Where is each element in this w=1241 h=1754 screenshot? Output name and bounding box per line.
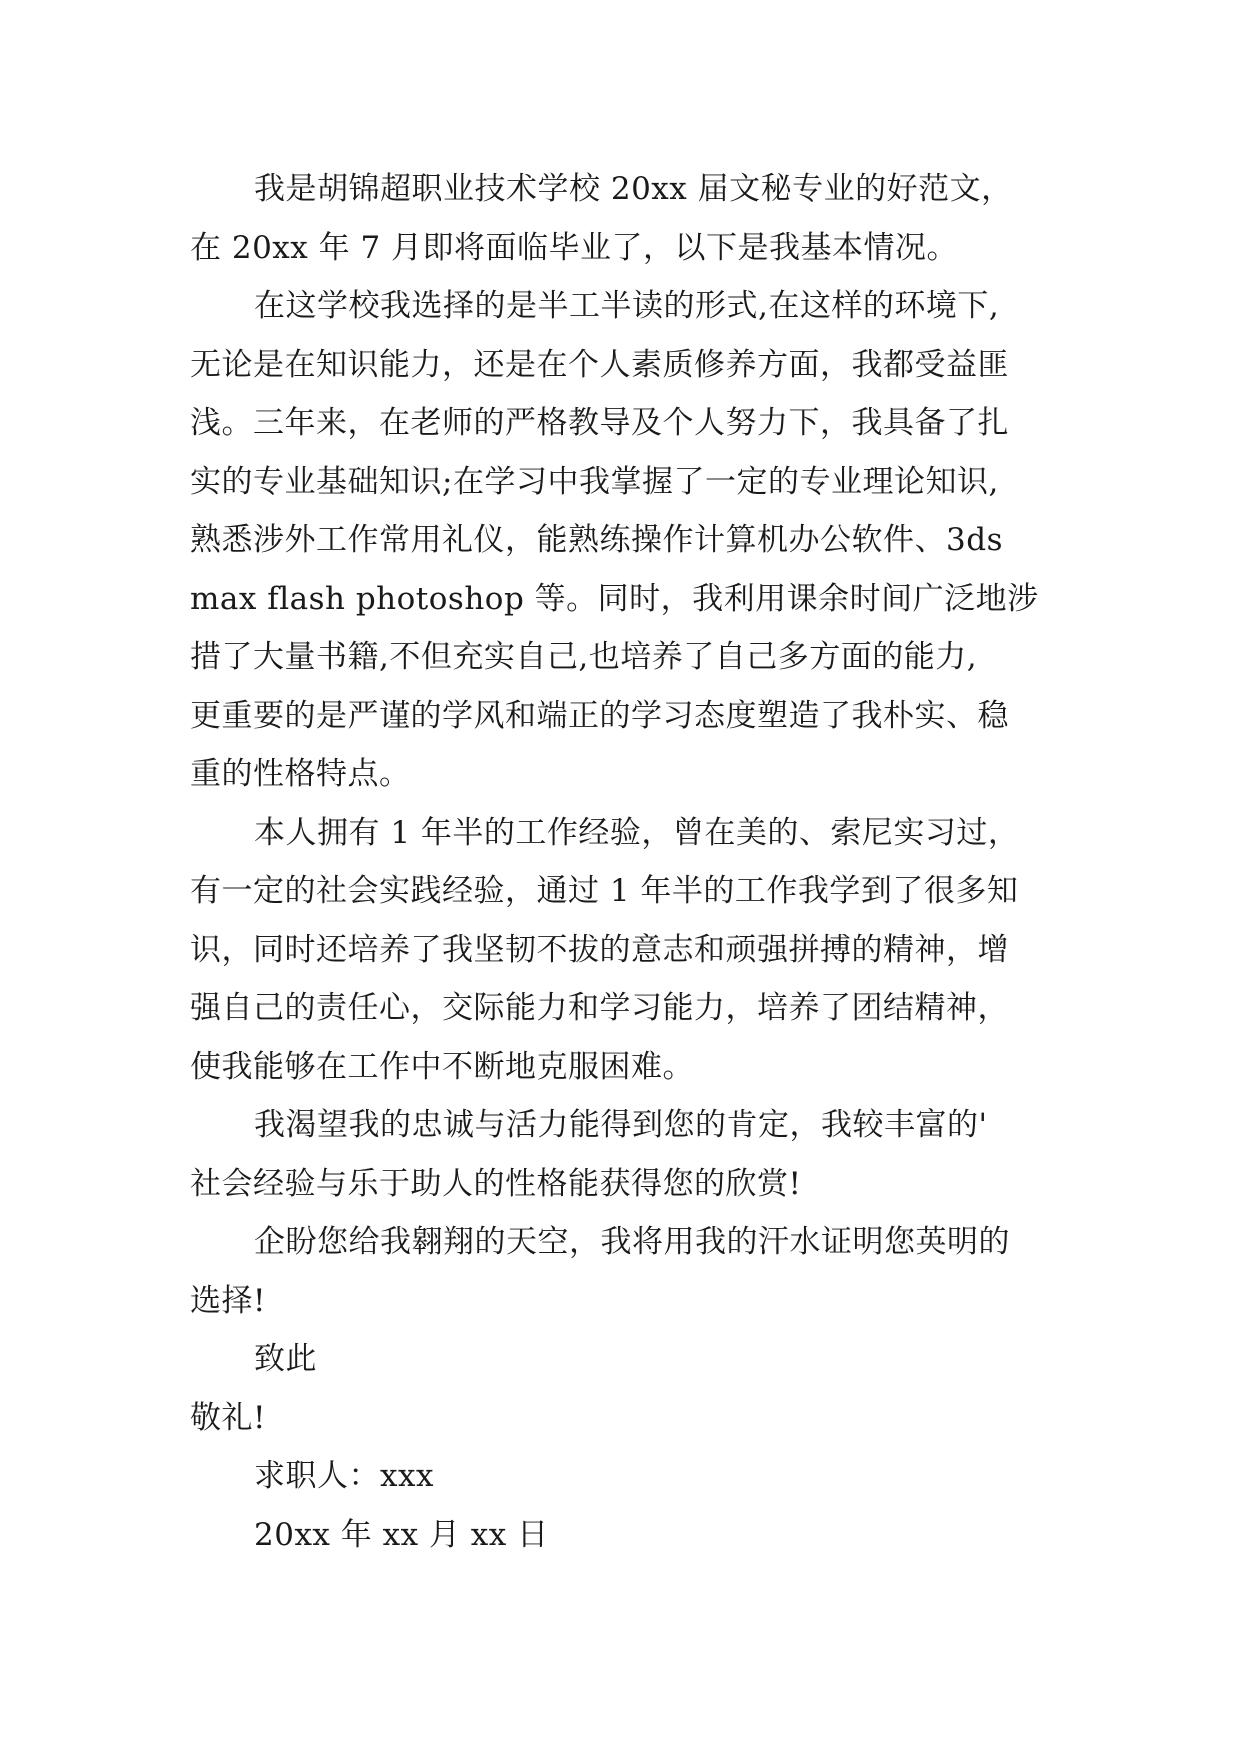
text-line: 选择! (190, 1282, 266, 1319)
letter-body (190, 160, 1060, 1564)
text-line: 在 20xx 年 7 月即将面临毕业了，以下是我基本情况。 (190, 229, 959, 266)
text-line: 措了大量书籍,不但充实自己,也培养了自己多方面的能力, (190, 639, 978, 675)
text-line: 有一定的社会实践经验，通过 1 年半的工作我学到了很多知 (190, 873, 1019, 909)
text-line: 本人拥有 1 年半的工作经验，曾在美的、索尼实习过， (254, 814, 1020, 851)
text-line: 企盼您给我翱翔的天空，我将用我的汗水证明您英明的 (254, 1224, 1010, 1260)
text-line: 我渴望我的忠诚与活力能得到您的肯定，我较丰富的' (254, 1107, 988, 1143)
text-line: 重的性格特点。 (190, 756, 411, 792)
text-line: 更重要的是严谨的学风和端正的学习态度塑造了我朴实、稳 (190, 697, 1009, 734)
date-line: 20xx 年 xx 月 xx 日 (254, 1516, 549, 1553)
text-line: 熟悉涉外工作常用礼仪，能熟练操作计算机办公软件、3ds (190, 522, 1003, 558)
text-line: 社会经验与乐于助人的性格能获得您的欣赏! (190, 1165, 802, 1202)
text-line: max flash photoshop 等。同时，我利用课余时间广泛地涉 (190, 580, 1039, 617)
text-line: 实的专业基础知识;在学习中我掌握了一定的专业理论知识, (190, 463, 999, 500)
text-line: 浅。三年来，在老师的严格教导及个人努力下，我具备了扎 (190, 405, 1009, 441)
closing-greeting: 致此 (254, 1341, 317, 1377)
text-line: 强自己的责任心，交际能力和学习能力，培养了团结精神， (190, 990, 1009, 1026)
text-line: 识，同时还培养了我坚韧不拔的意志和顽强拼搏的精神，增 (190, 931, 1009, 968)
closing-salute: 敬礼! (190, 1399, 266, 1436)
text-line: 使我能够在工作中不断地克服困难。 (190, 1048, 694, 1085)
text-line: 我是胡锦超职业技术学校 20xx 届文秘专业的好范文， (254, 171, 1013, 207)
text-line: 无论是在知识能力，还是在个人素质修养方面，我都受益匪 (190, 346, 1009, 383)
text-line: 在这学校我选择的是半工半读的形式,在这样的环境下, (254, 288, 1000, 324)
signature-line: 求职人：xxx (254, 1458, 434, 1494)
